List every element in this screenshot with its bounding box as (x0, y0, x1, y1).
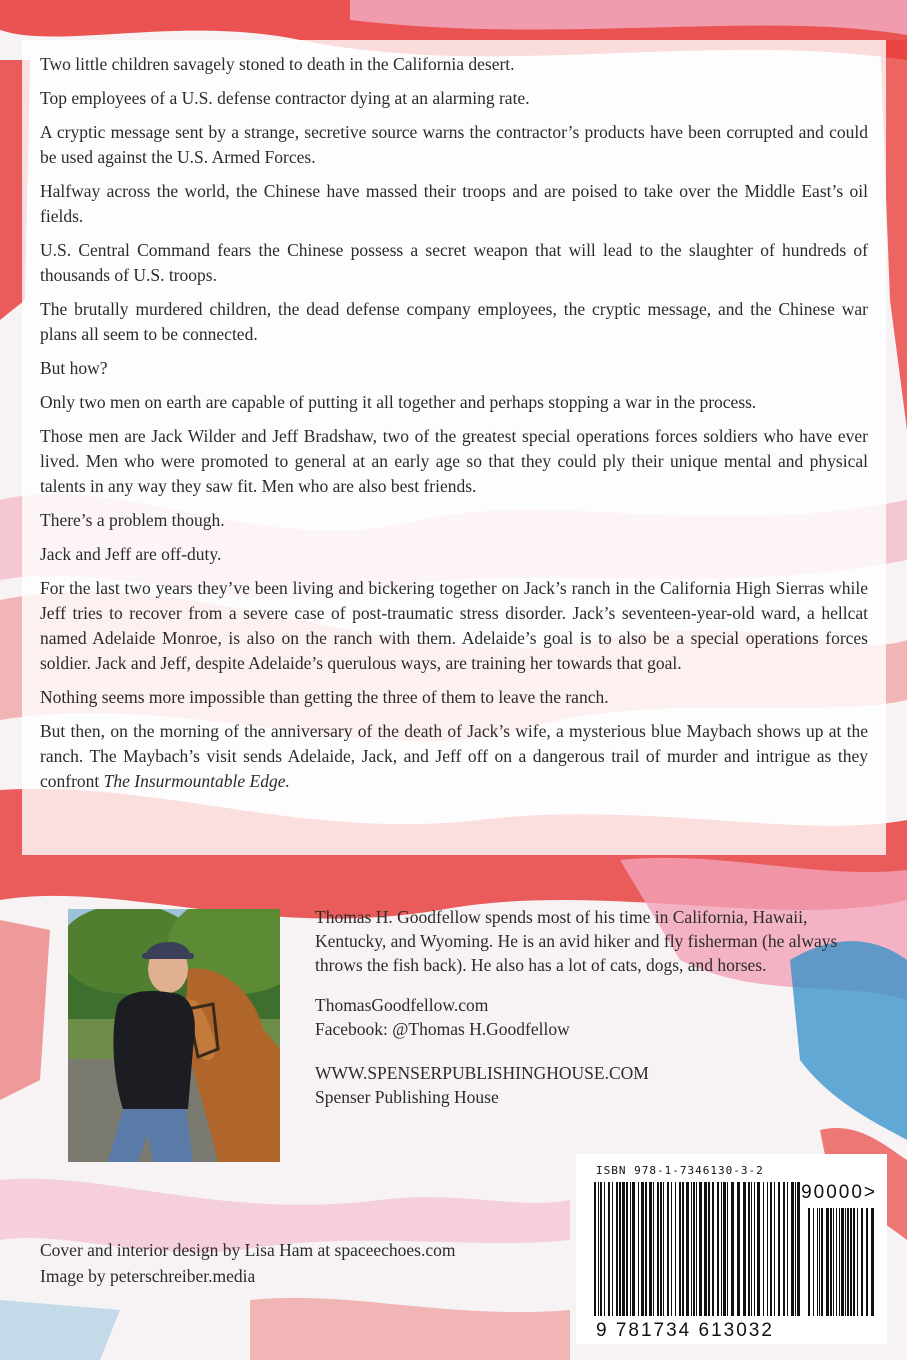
barcode-bar (770, 1182, 772, 1316)
blurb-paragraph: The brutally murdered children, the dead defense company employees, the cryptic message, and the Chinese war plans all seem to be connected. (40, 299, 868, 344)
barcode-bar (645, 1182, 647, 1316)
barcode-bar (797, 1182, 800, 1316)
barcode-bar (721, 1182, 722, 1316)
barcode-bar (743, 1182, 746, 1316)
barcode-bar (712, 1182, 714, 1316)
design-credits (40, 1237, 456, 1289)
barcode-bar (693, 1182, 695, 1316)
isbn-barcode (576, 1154, 887, 1344)
publisher-info (315, 1061, 875, 1109)
barcode-bar (748, 1182, 750, 1316)
book-blurb (40, 52, 868, 803)
barcode-addon-bar (841, 1208, 844, 1316)
cover-design-credit: Cover and interior design by Lisa Ham at spaceechoes.com (40, 1240, 456, 1260)
author-website: ThomasGoodfellow.com (315, 995, 489, 1015)
barcode-bar (691, 1182, 692, 1316)
author-photo (68, 909, 280, 1162)
barcode-bar (616, 1182, 618, 1316)
barcode-bar (778, 1182, 780, 1316)
barcode-addon-bar (836, 1208, 837, 1316)
barcode-addon-bar (819, 1208, 820, 1316)
blurb-paragraph: Top employees of a U.S. defense contractor dying at an alarming rate. (40, 88, 530, 108)
barcode-bar (757, 1182, 760, 1316)
blurb-paragraph: Jack and Jeff are off-duty. (40, 544, 222, 564)
barcode-bar (663, 1182, 664, 1316)
author-contact (315, 993, 875, 1041)
publisher-name: Spenser Publishing House (315, 1087, 499, 1107)
barcode-addon-bar (813, 1208, 814, 1316)
barcode-addon-bar (850, 1208, 852, 1316)
barcode-addon-bar (853, 1208, 855, 1316)
blurb-paragraph: Those men are Jack Wilder and Jeff Bradshaw, two of the greatest special operations forces soldiers who have ever lived. Men who were promoted to general at an early age so that they could ply their unique mental and physical talents in any way they saw fit. Men who are also best friends. (40, 426, 868, 496)
isbn-label: ISBN 978-1-7346130-3-2 (596, 1164, 764, 1177)
barcode-bar (649, 1182, 652, 1316)
barcode-bar (737, 1182, 740, 1316)
barcode-bar (604, 1182, 605, 1316)
barcode-bar (696, 1182, 697, 1316)
barcode-bar (657, 1182, 659, 1316)
barcode-bar (626, 1182, 628, 1316)
blurb-paragraph: There’s a problem though. (40, 510, 225, 530)
barcode-bar (783, 1182, 785, 1316)
isbn-digits: 9 781734 613032 (596, 1320, 774, 1341)
barcode-bar (598, 1182, 599, 1316)
barcode-bar (723, 1182, 726, 1316)
barcode-addon-bar (871, 1208, 874, 1316)
barcode-addon-bar (847, 1208, 849, 1316)
barcode-bar (727, 1182, 728, 1316)
barcode-addon-bar (808, 1208, 810, 1316)
barcode-bar (686, 1182, 689, 1316)
barcode-addon-bar (839, 1208, 840, 1316)
barcode-bar (704, 1182, 707, 1316)
barcode-addon-bar (817, 1208, 818, 1316)
barcode-addon-bar (857, 1208, 858, 1316)
barcode-bar (622, 1182, 625, 1316)
barcode-bar (641, 1182, 644, 1316)
barcode-bar (767, 1182, 768, 1316)
author-bio-text: Thomas H. Goodfellow spends most of his time in California, Hawaii, Kentucky, and Wyoming. He is an avid hiker and fly fisherman (he always throws the fish back). He also has a lot of cats, dogs, and horses. (315, 907, 838, 975)
barcode-bar (660, 1182, 662, 1316)
barcode-addon-bar (826, 1208, 829, 1316)
barcode-bar (791, 1182, 794, 1316)
barcode-bar (667, 1182, 669, 1316)
barcode-addon-bar (861, 1208, 863, 1316)
price-code: 90000> (801, 1182, 877, 1203)
barcode-bar (717, 1182, 719, 1316)
barcode-addon-bar (833, 1208, 834, 1316)
barcode-bar (671, 1182, 672, 1316)
barcode-bar (795, 1182, 796, 1316)
barcode-bar (708, 1182, 710, 1316)
barcode-addon-bar (821, 1208, 823, 1316)
author-bio (315, 905, 875, 1109)
blurb-paragraph: U.S. Central Command fears the Chinese possess a secret weapon that will lead to the slaughter of hundreds of thousands of U.S. troops. (40, 240, 868, 285)
blurb-paragraph: A cryptic message sent by a strange, secretive source warns the contractor’s products have been corrupted and could be used against the U.S. Armed Forces. (40, 122, 868, 167)
barcode-addon-bar (830, 1208, 832, 1316)
book-title: The Insurmountable Edge. (103, 771, 290, 791)
barcode-bar (612, 1182, 613, 1316)
barcode-bar (630, 1182, 631, 1316)
barcode-bar (679, 1182, 681, 1316)
barcode-bar (619, 1182, 621, 1316)
barcode-bar (594, 1182, 596, 1316)
blurb-paragraph: But how? (40, 358, 108, 378)
barcode-bar (653, 1182, 654, 1316)
blurb-paragraph: Only two men on earth are capable of putting it all together and perhaps stopping a war in the process. (40, 392, 757, 412)
blurb-final-text: But then, on the morning of the anniversary of the death of Jack’s wife, a mysterious blue Maybach shows up at the ranch. The Maybach’s visit sends Adelaide, Jack, and Jeff off on a dangerous trail of murder and intrigue as they confront (40, 721, 868, 791)
blurb-final-paragraph (40, 719, 868, 794)
barcode-bar (774, 1182, 775, 1316)
barcode-bar (632, 1182, 635, 1316)
barcode-bar (600, 1182, 602, 1316)
barcode-bar (731, 1182, 734, 1316)
blurb-paragraph: Halfway across the world, the Chinese have massed their troops and are poised to take over the Middle East’s oil fields. (40, 181, 868, 226)
barcode-bar (638, 1182, 639, 1316)
barcode-bar (763, 1182, 764, 1316)
barcode-bar (682, 1182, 684, 1316)
barcode-bar (754, 1182, 755, 1316)
barcode-addon-bar (845, 1208, 846, 1316)
publisher-url: WWW.SPENSERPUBLISHINGHOUSE.COM (315, 1063, 649, 1083)
blurb-paragraph: Two little children savagely stoned to death in the California desert. (40, 54, 515, 74)
author-photo-illustration (68, 909, 280, 1162)
barcode-bar (699, 1182, 702, 1316)
author-facebook: Facebook: @Thomas H.Goodfellow (315, 1019, 570, 1039)
image-credit: Image by peterschreiber.media (40, 1266, 256, 1286)
barcode-bar (751, 1182, 752, 1316)
barcode-bar (675, 1182, 676, 1316)
blurb-paragraph: Nothing seems more impossible than getting the three of them to leave the ranch. (40, 687, 609, 707)
barcode-bar (787, 1182, 788, 1316)
barcode-addon-bar (866, 1208, 868, 1316)
blurb-paragraph: For the last two years they’ve been living and bickering together on Jack’s ranch in the California High Sierras while Jeff tries to recover from a severe case of post-traumatic stress disorder. Jack’s seventeen-year-old ward, a hellcat named Adelaide Monroe, is also on the ranch with them. Adelaide’s goal is to also be a special operations forces soldier. Jack and Jeff, despite Adelaide’s querulous ways, are training her towards that goal. (40, 578, 868, 673)
barcode-bar (608, 1182, 610, 1316)
